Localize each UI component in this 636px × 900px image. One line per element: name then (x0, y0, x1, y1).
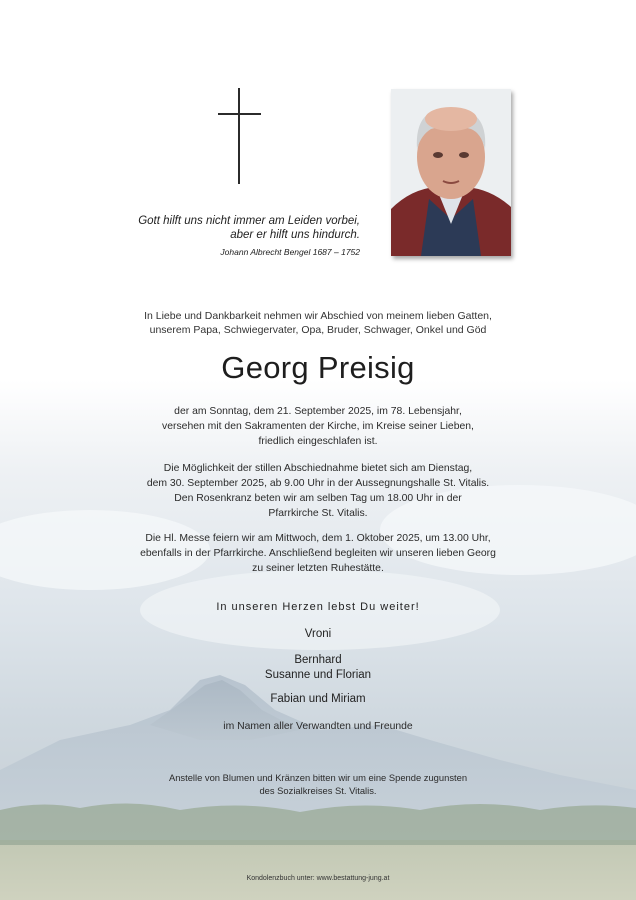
family-member: Susanne und Florian (264, 669, 372, 681)
quote-author: Johann Albrecht Bengel 1687 – 1752 (220, 247, 360, 257)
mountain-landscape-background (0, 380, 636, 900)
mass-line: Die Hl. Messe feiern wir am Mittwoch, dem 1. Oktober 2025, um 13.00 Uhr, (145, 533, 491, 544)
deceased-name: Georg Preisig (221, 350, 415, 385)
viewing-line: Die Möglichkeit der stillen Abschiednahme bietet sich am Dienstag, (163, 463, 473, 474)
viewing-line: Den Rosenkranz beten wir am selben Tag um 18.00 Uhr in der (174, 493, 462, 504)
condolence-footer: Kondolenzbuch unter: www.bestattung-jung.at (246, 875, 390, 882)
family-member: Vroni (304, 628, 332, 640)
motto: In unseren Herzen lebst Du weiter! (216, 601, 420, 613)
mass-line: zu seiner letzten Ruhestätte. (252, 563, 384, 574)
mass-line: ebenfalls in der Pfarrkirche. Anschließend begleiten wir unseren lieben Georg (140, 548, 496, 559)
intro-line: In Liebe und Dankbarkeit nehmen wir Abschied von meinem lieben Gatten, (144, 310, 492, 322)
family-member: Fabian und Miriam (270, 693, 366, 705)
intro-line: unserem Papa, Schwiegervater, Opa, Bruder, Schwager, Onkel und Göd (149, 324, 487, 336)
donation-line: Anstelle von Blumen und Kränzen bitten wir um eine Spende zugunsten (168, 772, 468, 783)
relatives-line: im Namen aller Verwandten und Freunde (223, 721, 413, 732)
family-member: Bernhard (294, 654, 342, 666)
cross-icon (238, 88, 240, 184)
donation-line: des Sozialkreises St. Vitalis. (259, 785, 377, 796)
death-notice-line: friedlich eingeschlafen ist. (258, 436, 378, 447)
quote-line: Gott hilft uns nicht immer am Leiden vorbei, (138, 215, 360, 227)
portrait-photo (391, 89, 511, 256)
death-notice-line: der am Sonntag, dem 21. September 2025, im 78. Lebensjahr, (174, 406, 462, 417)
viewing-line: Pfarrkirche St. Vitalis. (268, 508, 368, 519)
viewing-line: dem 30. September 2025, ab 9.00 Uhr in der Aussegnungshalle St. Vitalis. (146, 478, 490, 489)
cross-icon-bar (218, 113, 261, 115)
quote-line: aber er hilft uns hindurch. (230, 229, 360, 241)
death-notice-line: versehen mit den Sakramenten der Kirche, im Kreise seiner Lieben, (162, 421, 474, 432)
